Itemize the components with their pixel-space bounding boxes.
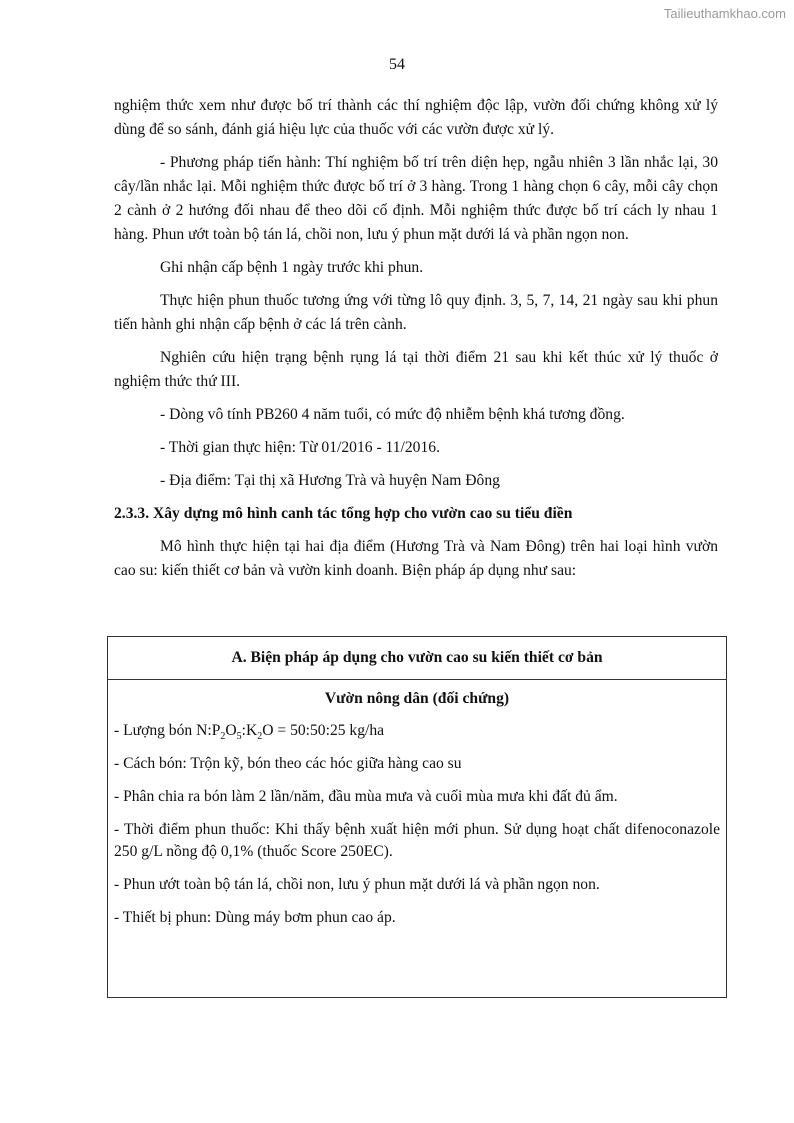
document-body: [114, 94, 718, 592]
section-intro: Mô hình thực hiện tại hai địa điểm (Hương Trà và Nam Đông) trên hai loại hình vườn cao su: kiến thiết cơ bản và vườn kinh doanh. Biện pháp áp dụng như sau:: [114, 538, 718, 579]
table-header: A. Biện pháp áp dụng cho vườn cao su kiến thiết cơ bản: [108, 637, 726, 680]
list-item: - Thời điểm phun thuốc: Khi thấy bệnh xuất hiện mới phun. Sử dụng hoạt chất difenoconazole 250 g/L nồng độ 0,1% (thuốc Score 250EC).: [114, 821, 720, 860]
table-subheader: Vườn nông dân (đối chứng): [324, 690, 510, 707]
measures-table: [107, 636, 727, 998]
section-heading: 2.3.3. Xây dựng mô hình canh tác tổng hợp cho vườn cao su tiểu điền: [114, 505, 573, 522]
page-number: 54: [389, 56, 405, 73]
table-body: [108, 680, 726, 929]
watermark: Tailieuthamkhao.com: [663, 6, 786, 21]
paragraph: - Phương pháp tiến hành: Thí nghiệm bố trí trên diện hẹp, ngẫu nhiên 3 lần nhắc lại, 30 cây/lần nhắc lại. Mỗi nghiệm thức được bố trí ở 3 hàng. Trong 1 hàng chọn 6 cây, mỗi cây chọn 2 cành ở 2 hướng đối nhau để theo dõi cố định. Mỗi nghiệm thức được bố trí cách ly nhau 1 hàng. Phun ướt toàn bộ tán lá, chồi non, lưu ý phun mặt dưới lá và phần ngọn non.: [114, 154, 718, 243]
paragraph: nghiệm thức xem như được bố trí thành các thí nghiệm độc lập, vườn đối chứng không xử lý dùng để so sánh, đánh giá hiệu lực của thuốc với các vườn được xử lý.: [114, 97, 718, 138]
paragraph: Nghiên cứu hiện trạng bệnh rụng lá tại thời điểm 21 sau khi kết thúc xử lý thuốc ở nghiệm thức thứ III.: [114, 349, 718, 390]
fertilizer-item: - Lượng bón $N:P_2O_5:K_2O$ = 50:50:25 kg/ha: [114, 722, 385, 743]
paragraph: Ghi nhận cấp bệnh 1 ngày trước khi phun.: [160, 259, 424, 276]
paragraph: Thực hiện phun thuốc tương ứng với từng lô quy định. 3, 5, 7, 14, 21 ngày sau khi phun tiến hành ghi nhận cấp bệnh ở các lá trên cành.: [114, 292, 718, 333]
paragraph: - Địa điểm: Tại thị xã Hương Trà và huyện Nam Đông: [160, 472, 500, 489]
paragraph: - Dòng vô tính PB260 4 năm tuổi, có mức độ nhiễm bệnh khá tương đồng.: [160, 406, 625, 423]
list-item: - Cách bón: Trộn kỹ, bón theo các hóc giữa hàng cao su: [114, 755, 462, 772]
list-item: - Phun ướt toàn bộ tán lá, chồi non, lưu ý phun mặt dưới lá và phần ngọn non.: [114, 876, 600, 893]
paragraph: - Thời gian thực hiện: Từ 01/2016 - 11/2016.: [160, 439, 440, 456]
list-item: - Phân chia ra bón làm 2 lần/năm, đầu mùa mưa và cuối mùa mưa khi đất đủ ẩm.: [114, 788, 618, 805]
list-item: - Thiết bị phun: Dùng máy bơm phun cao áp.: [114, 909, 396, 926]
